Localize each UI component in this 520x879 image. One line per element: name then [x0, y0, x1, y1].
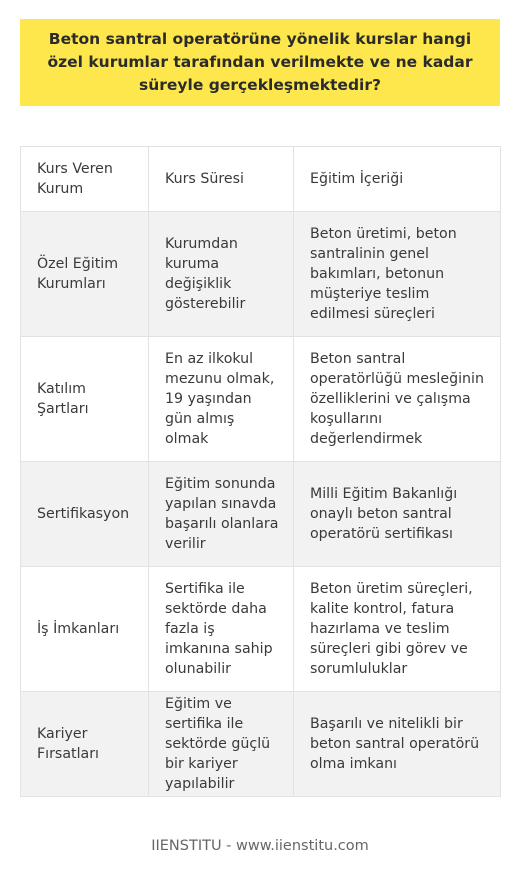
table-cell: Başarılı ve nitelikli bir beton santral operatörü olma imkanı — [294, 692, 501, 797]
table-row — [21, 462, 501, 567]
table-cell: Beton üretim süreçleri, kalite kontrol, fatura hazırlama ve teslim süreçleri gibi görev ve sorumluluklar — [294, 567, 501, 692]
header-kurs-suresi: Kurs Süresi — [149, 147, 294, 212]
footer-credit: IIENSTITU - www.iienstitu.com — [151, 838, 369, 854]
table-cell: Milli Eğitim Bakanlığı onaylı beton santral operatörü sertifikası — [294, 462, 501, 567]
table-cell: Eğitim sonunda yapılan sınavda başarılı olanlara verilir — [149, 462, 294, 567]
table-cell: En az ilkokul mezunu olmak, 19 yaşından gün almış olmak — [149, 337, 294, 462]
table-row — [21, 692, 501, 797]
table-cell: Eğitim ve sertifika ile sektörde güçlü bir kariyer yapılabilir — [149, 692, 294, 797]
table-header-row — [21, 147, 501, 212]
table-cell: Özel Eğitim Kurumları — [21, 212, 149, 337]
table-cell: İş İmkanları — [21, 567, 149, 692]
table-cell: Sertifikasyon — [21, 462, 149, 567]
table-cell: Beton üretimi, beton santralinin genel bakımları, betonun müşteriye teslim edilmesi süreçleri — [294, 212, 501, 337]
info-table — [20, 146, 501, 797]
header-kurs-veren-kurum: Kurs Veren Kurum — [21, 147, 149, 212]
page-title: Beton santral operatörüne yönelik kurslar hangi özel kurumlar tarafından verilmekte ve ne kadar süreyle gerçekleşmektedir? — [47, 30, 473, 94]
table-cell: Beton santral operatörlüğü mesleğinin özelliklerini ve çalışma koşullarını değerlendirmek — [294, 337, 501, 462]
header-egitim-icerigi: Eğitim İçeriği — [294, 147, 501, 212]
table-cell: Kurumdan kuruma değişiklik gösterebilir — [149, 212, 294, 337]
table-row — [21, 337, 501, 462]
table-cell: Sertifika ile sektörde daha fazla iş imkanına sahip olunabilir — [149, 567, 294, 692]
title-banner — [20, 19, 500, 106]
table-cell: Kariyer Fırsatları — [21, 692, 149, 797]
table-cell: Katılım Şartları — [21, 337, 149, 462]
table-row — [21, 212, 501, 337]
table-row — [21, 567, 501, 692]
